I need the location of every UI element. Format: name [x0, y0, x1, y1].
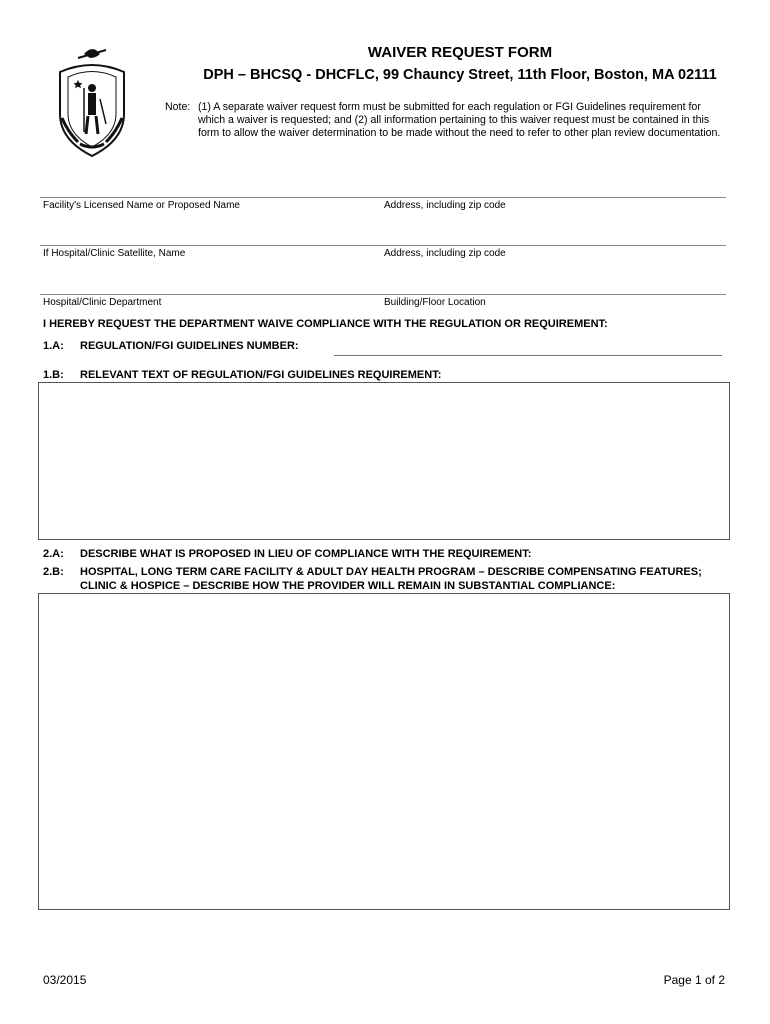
section-2a-num: 2.A:: [43, 548, 64, 560]
note-label: Note:: [165, 101, 191, 113]
regulation-text-box[interactable]: [38, 382, 730, 540]
section-1a-num: 1.A:: [43, 340, 64, 352]
field-line-row1: [40, 197, 726, 198]
request-statement: I HEREBY REQUEST THE DEPARTMENT WAIVE COMPLIANCE WITH THE REGULATION OR REQUIREMENT:: [43, 318, 608, 330]
note-text: (1) A separate waiver request form must be submitted for each regulation or FGI Guidelines requirement for which a waiver is requested; and (2) all information pertaining to this waiver request must be contained in this form to allow the waiver determination to be made without the need to refer to other plan review documentation.: [198, 101, 721, 139]
note-block: [165, 101, 725, 140]
address-2-label: Address, including zip code: [384, 248, 506, 259]
building-floor-label: Building/Floor Location: [384, 297, 486, 308]
section-2b-line2: CLINIC & HOSPICE – DESCRIBE HOW THE PROVIDER WILL REMAIN IN SUBSTANTIAL COMPLIANCE:: [80, 580, 616, 592]
section-1b-num: 1.B:: [43, 369, 64, 381]
section-2b-line1: HOSPITAL, LONG TERM CARE FACILITY & ADULT DAY HEALTH PROGRAM – DESCRIBE COMPENSATING FEATURES;: [80, 566, 702, 578]
satellite-name-label: If Hospital/Clinic Satellite, Name: [43, 248, 186, 259]
regulation-number-input[interactable]: [334, 355, 722, 356]
department-label: Hospital/Clinic Department: [43, 297, 162, 308]
facility-name-label: Facility's Licensed Name or Proposed Name: [43, 200, 240, 211]
form-date: 03/2015: [43, 973, 87, 987]
field-line-row3: [40, 294, 726, 295]
form-title: WAIVER REQUEST FORM: [367, 44, 553, 61]
section-1b-label: RELEVANT TEXT OF REGULATION/FGI GUIDELINES REQUIREMENT:: [80, 369, 442, 381]
address-1-label: Address, including zip code: [384, 200, 506, 211]
section-1a-label: REGULATION/FGI GUIDELINES NUMBER:: [80, 340, 299, 352]
state-seal-icon: [48, 44, 136, 162]
form-subtitle: DPH – BHCSQ - DHCFLC, 99 Chauncy Street, 11th Floor, Boston, MA 02111: [203, 67, 717, 83]
page-number: Page 1 of 2: [663, 973, 725, 987]
field-line-row2: [40, 245, 726, 246]
section-2a-label: DESCRIBE WHAT IS PROPOSED IN LIEU OF COMPLIANCE WITH THE REQUIREMENT:: [80, 548, 532, 560]
section-2b-num: 2.B:: [43, 566, 64, 578]
compensating-features-box[interactable]: [38, 593, 730, 910]
